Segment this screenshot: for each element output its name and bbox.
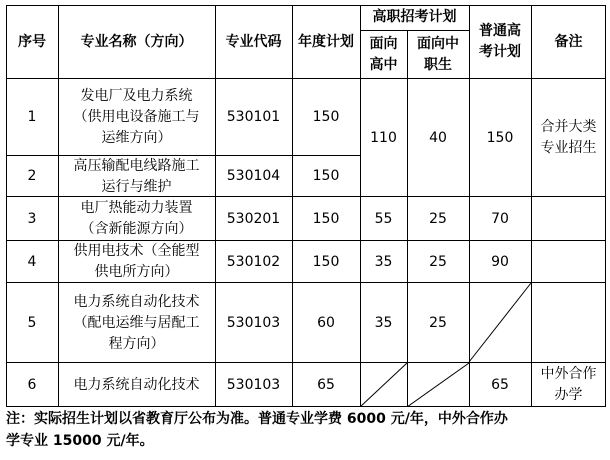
header-general-exam: 普通高 考计划 [479, 23, 521, 60]
row3-major: 电厂热能动力装置 （含新能源方向） [80, 200, 193, 237]
row3-vocational-students: 25 [429, 210, 447, 227]
rows12-high-school: 110 [370, 129, 397, 146]
row6-code: 530103 [226, 376, 281, 393]
row6-annual: 65 [317, 376, 335, 393]
row3-seq: 3 [27, 210, 37, 227]
header-seq: 序号 [18, 33, 46, 50]
row5-high-school: 35 [374, 314, 393, 331]
row5-annual: 60 [317, 314, 335, 331]
header-major: 专业名称（方向） [80, 33, 193, 50]
header-vocational-plan: 高职招考计划 [372, 9, 457, 25]
empty-cell-slash-hs-row6 [360, 363, 407, 407]
row5-vocational-students: 25 [429, 314, 447, 331]
header-remark: 备注 [554, 33, 583, 50]
enrollment-plan-table [6, 5, 606, 407]
row4-code: 530102 [226, 253, 281, 270]
row6-major: 电力系统自动化技术 [73, 376, 200, 393]
row1-major: 发电厂及电力系统 （供用电设备施工与 运维方向） [73, 88, 200, 146]
row2-annual: 150 [312, 168, 340, 184]
row3-high-school: 55 [374, 210, 393, 227]
footnote: 注：实际招生计划以省教育厅公布为准。普通专业学费 6000 元/年，中外合作办 学专业 15000 元/年。 [6, 411, 508, 449]
row2-seq: 2 [27, 168, 37, 184]
rows12-general-exam: 150 [486, 129, 514, 146]
row6-general-exam: 65 [491, 376, 509, 393]
header-code: 专业代码 [225, 33, 282, 50]
row6-seq: 6 [27, 376, 37, 393]
row5-seq: 5 [27, 314, 37, 331]
row1-annual: 150 [312, 109, 340, 125]
row4-annual: 150 [312, 253, 340, 270]
rows12-remark: 合并大类 专业招生 [540, 119, 597, 156]
empty-cell-slash-general-row5 [469, 283, 531, 362]
empty-cell-slash-vs-row6 [407, 363, 469, 407]
row6-remark: 中外合作 办学 [540, 366, 597, 403]
rows12-vocational-students: 40 [429, 129, 447, 146]
row2-code: 530104 [226, 168, 281, 184]
row5-code: 530103 [226, 314, 281, 331]
row1-code: 530101 [226, 109, 281, 125]
header-vocational-students: 面向中 职生 [417, 35, 459, 73]
row1-seq: 1 [27, 109, 37, 125]
row4-high-school: 35 [374, 253, 393, 270]
header-high-school: 面向 高中 [369, 35, 398, 73]
header-annual: 年度计划 [298, 33, 354, 50]
row3-general-exam: 70 [491, 210, 509, 227]
row3-code: 530201 [226, 210, 281, 227]
row5-major: 电力系统自动化技术 （配电运维与居配工 程方向） [73, 293, 200, 352]
row4-general-exam: 90 [491, 253, 509, 270]
row2-major: 高压输配电线路施工 运行与维护 [73, 157, 200, 195]
row4-seq: 4 [27, 253, 37, 270]
row3-annual: 150 [312, 210, 340, 227]
row4-vocational-students: 25 [429, 253, 447, 270]
row4-major: 供用电技术（全能型 供电所方向） [73, 243, 200, 280]
